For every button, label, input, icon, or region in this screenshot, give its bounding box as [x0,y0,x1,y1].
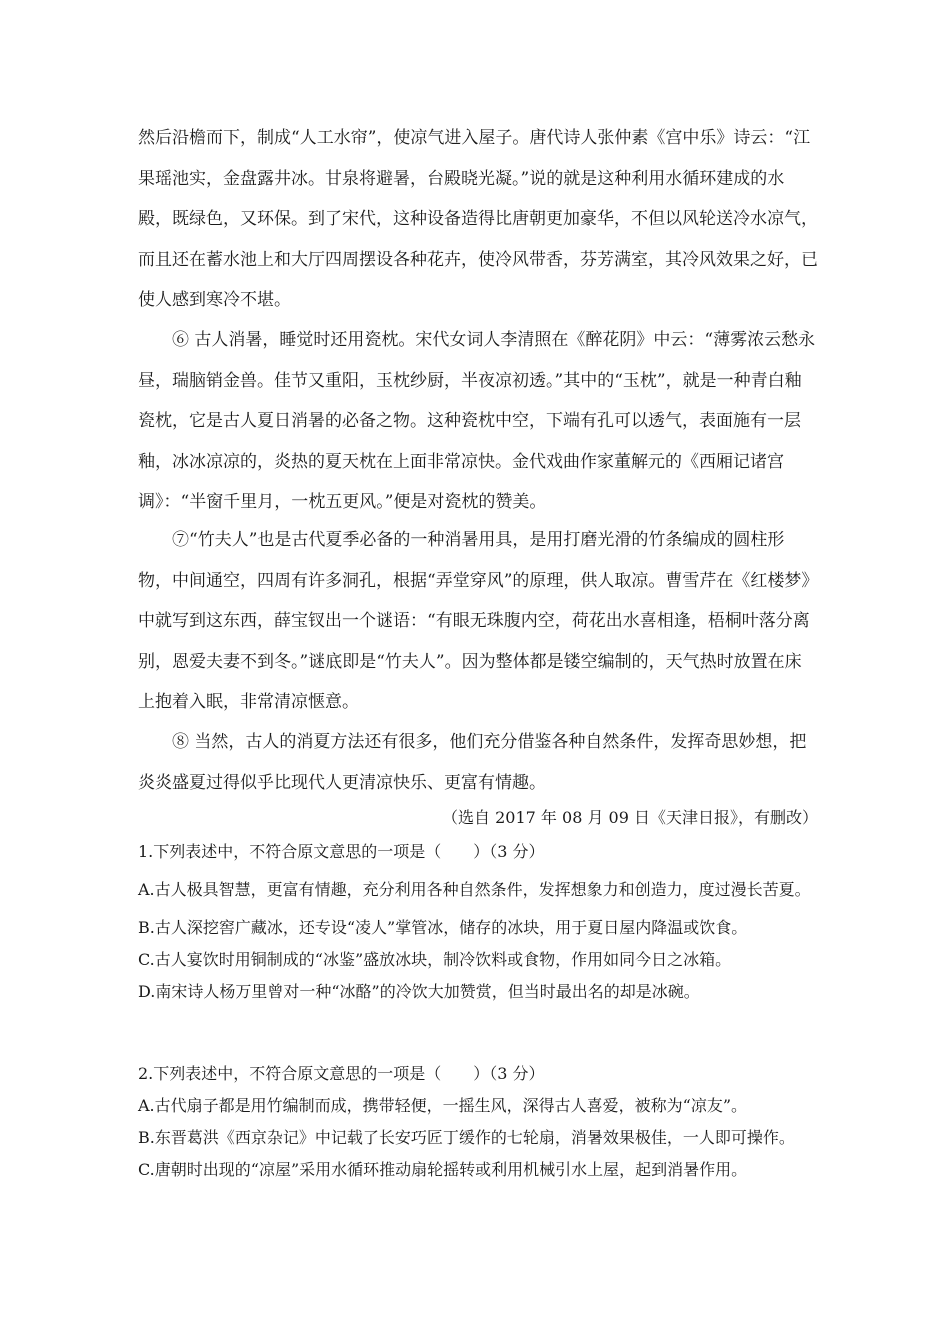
question-1-option-a: A.古人极具智慧，更富有情趣，充分利用各种自然条件，发挥想象力和创造力，度过漫长苦夏。 [138,880,811,899]
question-2-option-c: C.唐朝时出现的“凉屋”采用水循环推动扇轮摇转或利用机械引水上屋，起到消暑作用。 [138,1160,748,1179]
paragraph-6: ⑥ 古人消暑，睡觉时还用瓷枕。宋代女词人李清照在《醉花阴》中云：“薄雾浓云愁永昼，瑞脑销金兽。佳节又重阳，玉枕纱厨，半夜凉初透。”其中的“玉枕”，就是一种青白釉瓷枕，它是古人夏日消暑的必备之物。这种瓷枕中空，下端有孔可以透气，表面施有一层釉，冰冰凉凉的，炎热的夏天枕在上面非常凉快。金代戏曲作家董解元的《西厢记诸宫调》：“半窗千里月，一枕五更风。”便是对瓷枕的赞美。 [138,330,816,512]
question-2 [138,1058,818,1186]
question-1-option-c: C.古人宴饮时用铜制成的“冰鉴”盛放冰块，制冷饮料或食物，作用如同今日之冰箱。 [138,950,732,969]
question-2-option-a: A.古代扇子都是用竹编制而成，携带轻便，一摇生风，深得古人喜爱，被称为“凉友”。 [138,1096,748,1115]
source-citation: （选自 2017 年 08 月 09 日《天津日报》，有删改） [442,808,818,827]
question-2-option-b: B.东晋葛洪《西京杂记》中记载了长安巧匠丁缓作的七轮扇，消暑效果极佳，一人即可操作。 [138,1128,795,1147]
question-2-stem: 2.下列表述中，不符合原文意思的一项是（ ）（3 分） [138,1064,545,1083]
question-1 [138,836,818,1008]
question-1-option-b: B.古人深挖窖广藏冰，还专设“凌人”掌管冰，储存的冰块，用于夏日屋内降温或饮食。 [138,918,748,937]
question-1-option-d: D.南宋诗人杨万里曾对一种“冰酪”的冷饮大加赞赏，但当时最出名的却是冰碗。 [138,982,700,1001]
paragraph-7: ⑦“竹夫人”也是古代夏季必备的一种消暑用具，是用打磨光滑的竹条编成的圆柱形物，中间通空，四周有许多洞孔，根据“弄堂穿风”的原理，供人取凉。曹雪芹在《红楼梦》中就写到这东西，薛宝钗出一个谜语：“有眼无珠腹内空，荷花出水喜相逢，梧桐叶落分离别，恩爱夫妻不到冬。”谜底即是“竹夫人”。因为整体都是镂空编制的，天气热时放置在床上抱着入眠，非常清凉惬意。 [138,530,810,712]
paragraph-8: ⑧ 当然，古人的消夏方法还有很多，他们充分借鉴各种自然条件，发挥奇思妙想，把炎炎盛夏过得似乎比现代人更清凉快乐、更富有情趣。 [138,732,807,793]
paragraph-5-continued: 然后沿檐而下，制成“人工水帘”，使凉气进入屋子。唐代诗人张仲素《宫中乐》诗云：“江果瑶池实，金盘露井冰。甘泉将避暑，台殿晓光凝。”说的就是这种利用水循环建成的水殿，既绿色，又环保。到了宋代，这种设备造得比唐朝更加豪华，不但以风轮送冷水凉气，而且还在蓄水池上和大厅四周摆设各种花卉，使冷风带香，芬芳满室，其冷风效果之好，已使人感到寒冷不堪。 [138,128,818,310]
question-1-stem: 1.下列表述中，不符合原文意思的一项是（ ）（3 分） [138,842,545,861]
